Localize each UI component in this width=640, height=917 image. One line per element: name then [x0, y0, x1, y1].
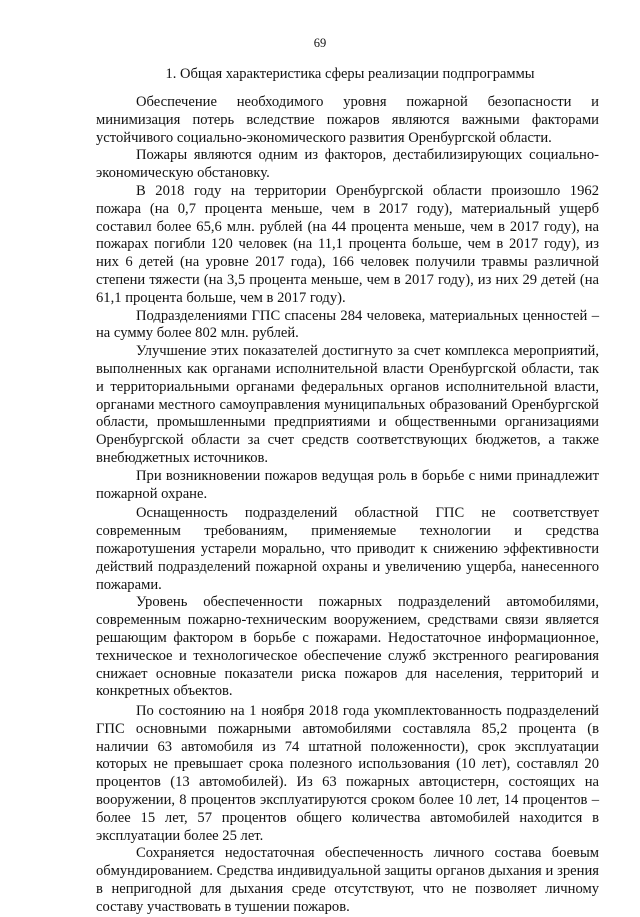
paragraph: Сохраняется недостаточная обеспеченность личного состава боевым обмундированием. Средства индивидуальной защиты органов дыхания и зрения в непригодной для дыхания среде отсутствуют, что не позволяет личному составу участвовать в тушении пожаров.: [96, 845, 599, 915]
section-title: 1. Общая характеристика сферы реализации подпрограммы: [165, 66, 535, 82]
paragraph: Улучшение этих показателей достигнуто за счет комплекса мероприятий, выполненных как органами исполнительной власти Оренбургской области, так и территориальными органами федеральных органов исполнительной власти, органами местного самоуправления муниципальных образований Оренбургской области, промышленными предприятиями и общественными организациями Оренбургской области за счет средств соответствующих бюджетов, а также внебюджетных источников.: [96, 343, 599, 466]
paragraph: При возникновении пожаров ведущая роль в борьбе с ними принадлежит пожарной охране.: [96, 467, 599, 502]
paragraph: Подразделениями ГПС спасены 284 человека, материальных ценностей – на сумму более 802 млн. рублей.: [96, 307, 599, 342]
paragraph: В 2018 году на территории Оренбургской области произошло 1962 пожара (на 0,7 процента меньше, чем в 2017 году), материальный ущерб составил более 65,6 млн. рублей (на 44 процента меньше, чем в 2017 году), на пожарах погибли 120 человек (на 11,1 процента больше, чем в 2017 году), из них 6 детей (на уровне 2017 года), 166 человек получили травмы различной степени тяжести (на 3,5 процента меньше, чем в 2017 году), из них 29 детей (на 61,1 процента больше, чем в 2017 году).: [96, 182, 599, 306]
paragraph: Оснащенность подразделений областной ГПС не соответствует современным требованиям, применяемые технологии и средства пожаротушения устарели морально, что приводит к снижению эффективности действий подразделений пожарной охраны и увеличению ущерба, нанесенного пожарами.: [96, 505, 599, 593]
paragraph: По состоянию на 1 ноября 2018 года укомплектованность подразделений ГПС основными пожарными автомобилями составляла 85,2 процента (в наличии 63 автомобиля из 74 штатной положенности), срок эксплуатации которых не превышает срока полезного использования (10 лет), составлял 20 процентов (13 автомобилей). Из 63 пожарных автоцистерн, состоящих на вооружении, 8 процентов эксплуатируются сроком более 10 лет, 14 процентов – более 15 лет, 57 процентов общего количества автомобилей находится в эксплуатации более 25 лет.: [96, 703, 599, 844]
paragraph: Обеспечение необходимого уровня пожарной безопасности и минимизация потерь вследствие пожаров являются важными факторами устойчивого социально-экономического развития Оренбургской области.: [96, 94, 599, 146]
paragraph: Уровень обеспеченности пожарных подразделений автомобилями, современным пожарно-техническим вооружением, средствами связи является решающим фактором в борьбе с пожарами. Недостаточное информационное, техническое и технологическое обеспечение служб экстренного реагирования снижает основные показатели риска пожаров для населения, территорий и конкретных объектов.: [96, 594, 599, 700]
body-text: [96, 94, 599, 917]
page-number: 69: [313, 36, 327, 50]
paragraph: Пожары являются одним из факторов, дестабилизирующих социально-экономическую обстановку.: [96, 147, 599, 182]
